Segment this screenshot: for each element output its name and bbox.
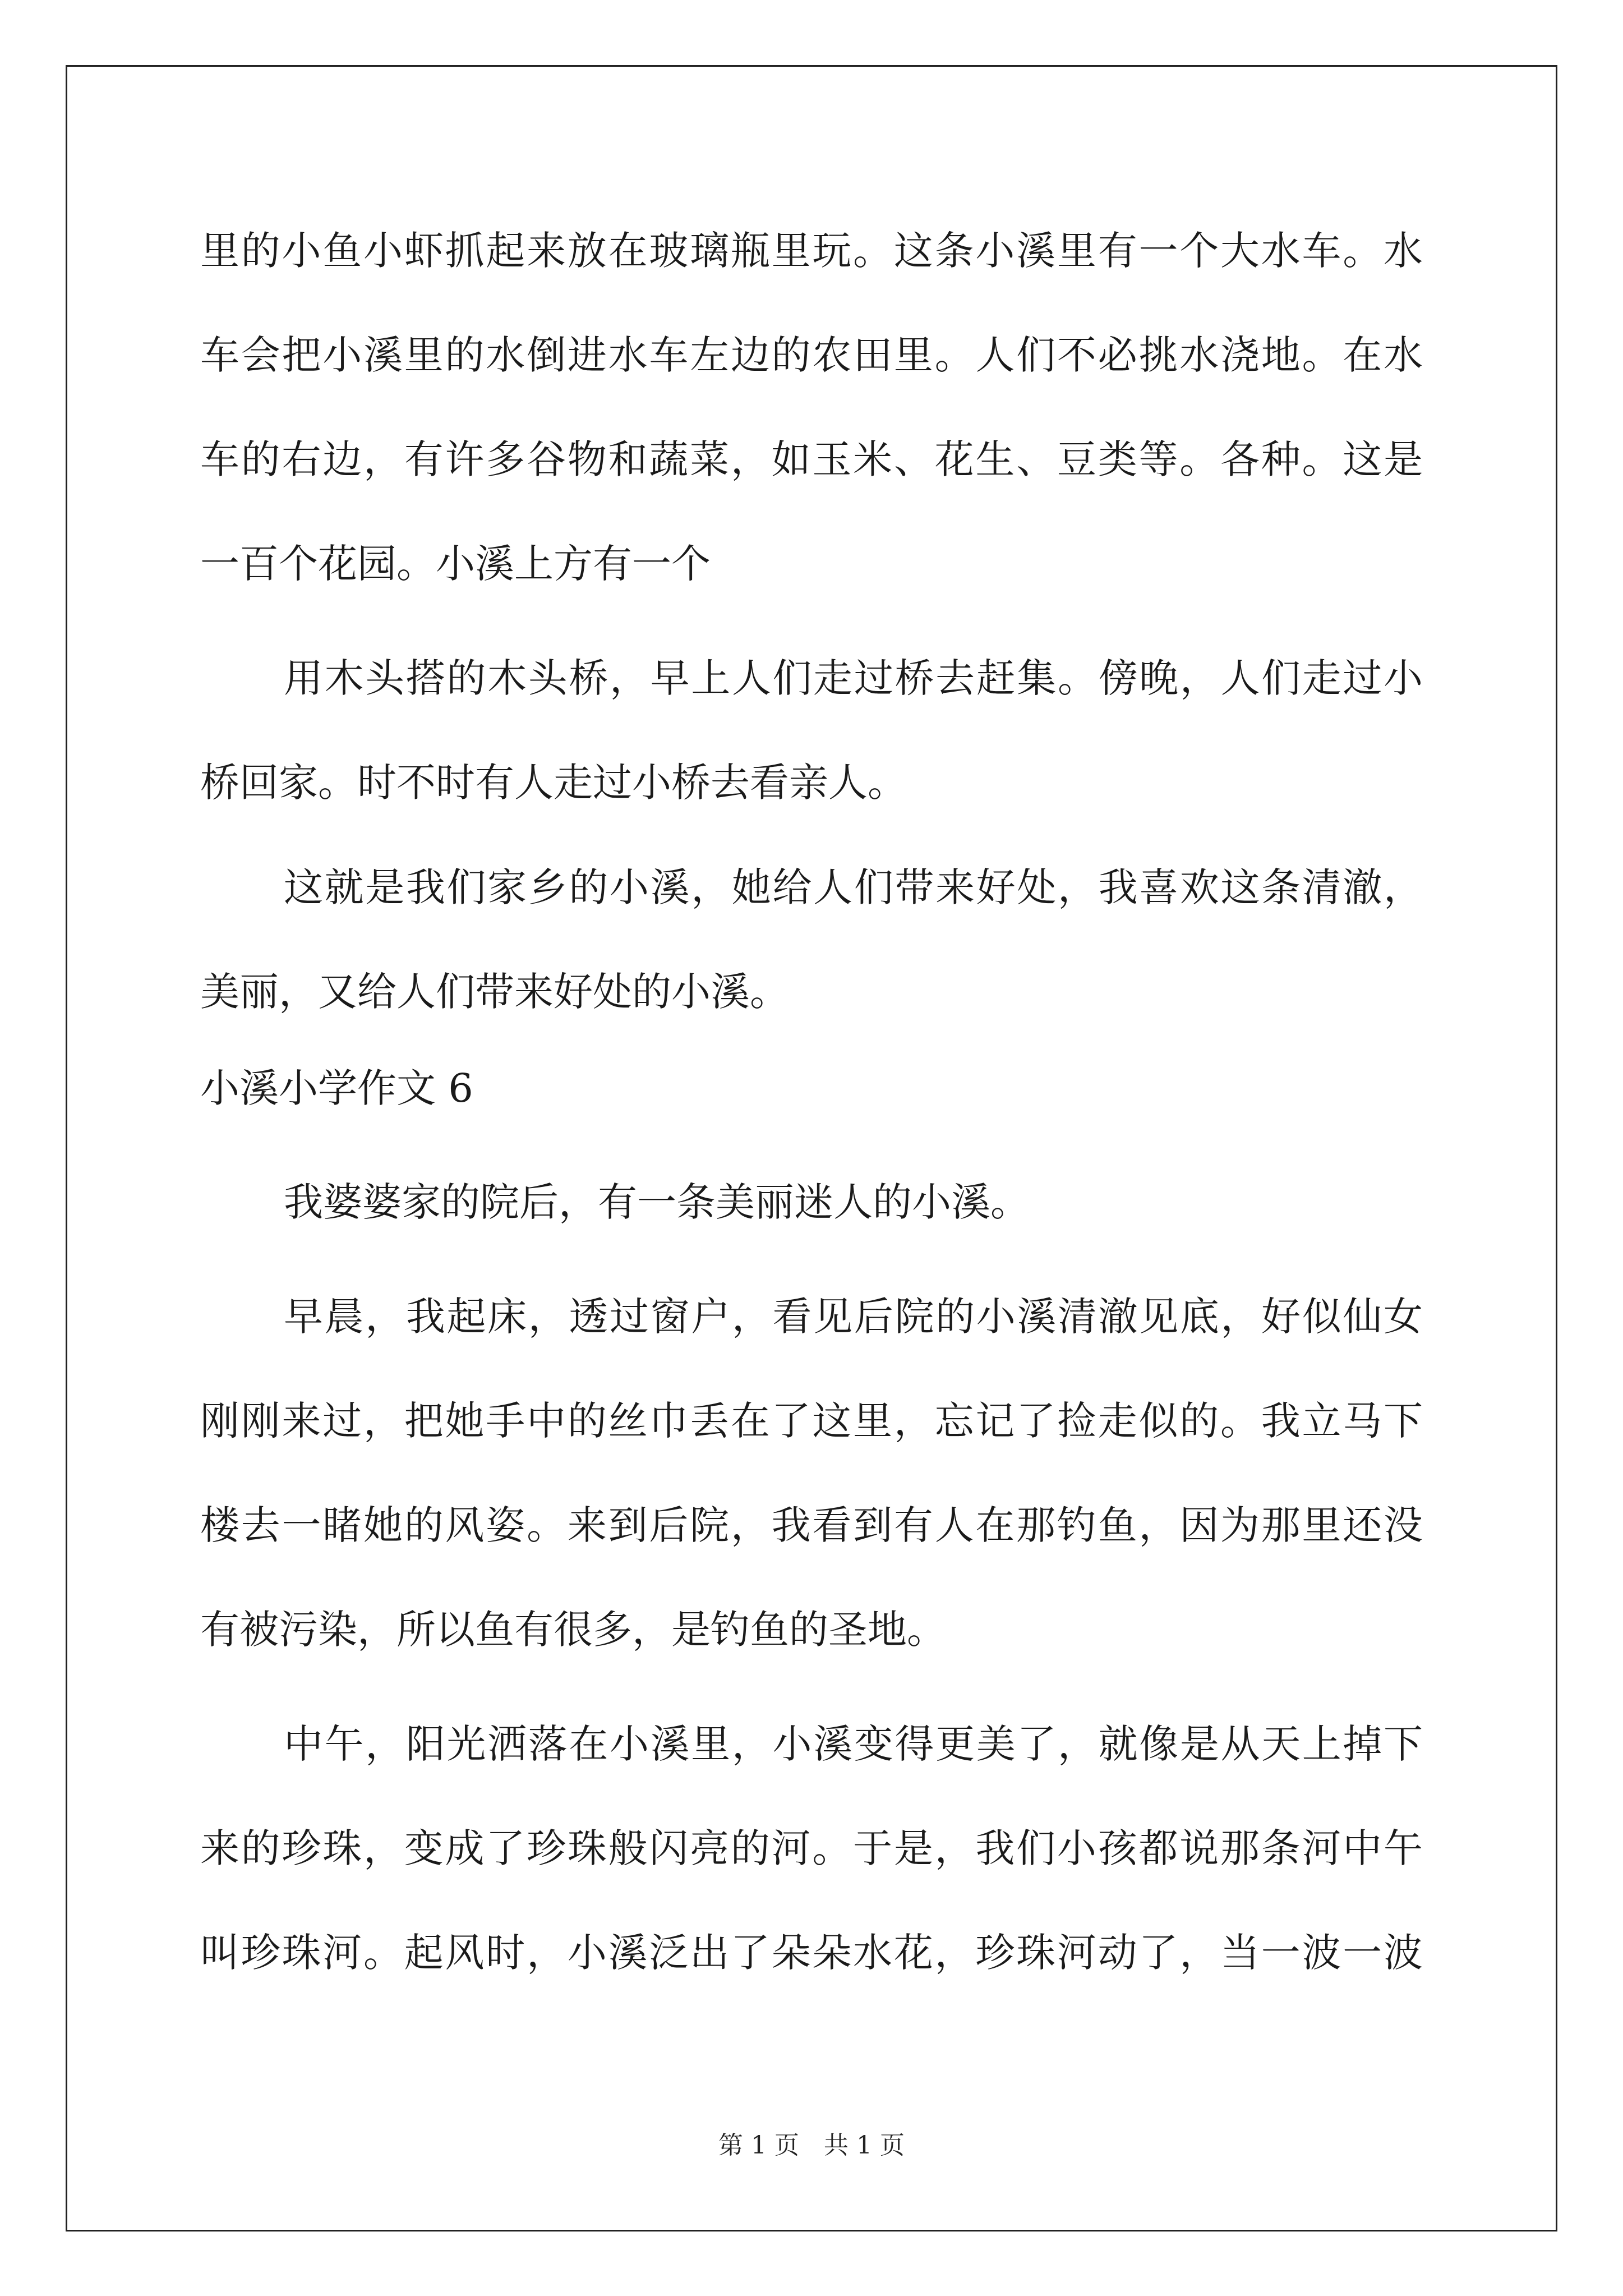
text-line: 车会把小溪里的水倒进水车左边的农田里。人们不必挑水浇地。在水: [200, 332, 1423, 378]
text-line: 用木头搭的木头桥，早上人们走过桥去赶集。傍晚，人们走过小: [284, 655, 1423, 701]
text-line: 里的小鱼小虾抓起来放在玻璃瓶里玩。这条小溪里有一个大水车。水: [200, 228, 1423, 274]
text-line: 早晨，我起床，透过窗户，看见后院的小溪清澈见底，好似仙女: [284, 1294, 1423, 1340]
page-border: [66, 65, 1557, 2231]
text-line: 桥回家。时不时有人走过小桥去看亲人。: [200, 760, 907, 806]
text-line: 这就是我们家乡的小溪，她给人们带来好处，我喜欢这条清澈，: [284, 864, 1423, 910]
text-line: 中午，阳光洒落在小溪里，小溪变得更美了，就像是从天上掉下: [284, 1721, 1423, 1767]
text-line: 车的右边，有许多谷物和蔬菜，如玉米、花生、豆类等。各种。这是: [200, 436, 1423, 482]
text-line: 一百个花园。小溪上方有一个: [200, 541, 711, 587]
text-line: 楼去一睹她的风姿。来到后院，我看到有人在那钓鱼，因为那里还没: [200, 1502, 1423, 1548]
text-line: 美丽，又给人们带来好处的小溪。: [200, 969, 789, 1015]
text-line: 我婆婆家的院后，有一条美丽迷人的小溪。: [284, 1179, 1030, 1225]
section-heading: 小溪小学作文 6: [200, 1065, 473, 1111]
text-line: 来的珍珠，变成了珍珠般闪亮的河。于是，我们小孩都说那条河中午: [200, 1825, 1423, 1871]
text-line: 刚刚来过，把她手中的丝巾丢在了这里，忘记了捡走似的。我立马下: [200, 1398, 1423, 1444]
text-line: 叫珍珠河。起风时，小溪泛出了朵朵水花，珍珠河动了，当一波一波: [200, 1930, 1423, 1976]
text-line: 有被污染，所以鱼有很多，是钓鱼的圣地。: [200, 1607, 946, 1653]
page-footer: 第 1 页 共 1 页: [718, 2131, 905, 2160]
